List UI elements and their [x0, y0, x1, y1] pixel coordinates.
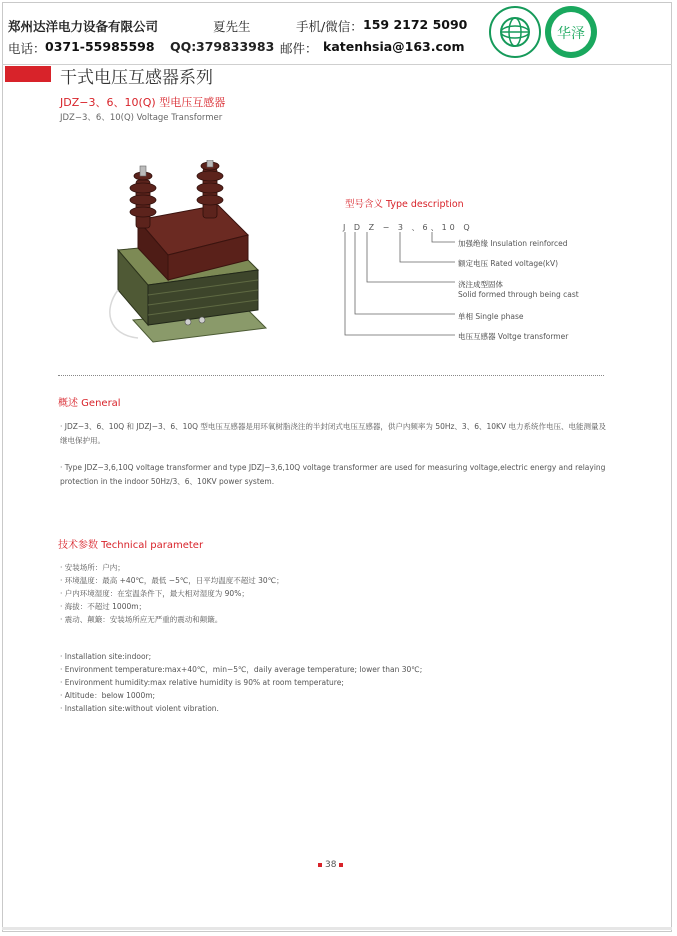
email-address: katenhsia@163.com	[323, 39, 465, 54]
td-item-4: 电压互感器 Voltge transformer	[458, 332, 569, 341]
bottom-band	[2, 927, 672, 930]
technical-list-en	[60, 650, 422, 715]
company-name: 郑州达洋电力设备有限公司	[8, 19, 159, 34]
list-item: · Installation site:without violent vibration.	[60, 704, 219, 713]
logo-b-text: 华泽	[557, 26, 585, 42]
general-heading: 概述 General	[58, 398, 121, 409]
td-item-0: 加强绝缘 Insulation reinforced	[458, 239, 568, 248]
contact-name: 夏先生	[213, 19, 251, 34]
list-item: · Installation site:indoor;	[60, 652, 152, 661]
td-item-2: 浇注成型固体 Solid formed through being cast	[458, 280, 579, 299]
qq-label: QQ:	[170, 39, 197, 54]
huaze-logo-icon	[545, 6, 597, 58]
td-item-3: 单相 Single phase	[458, 312, 524, 321]
list-item: · 环境温度：最高 +40℃，最低 −5℃，日平均温度不超过 30℃；	[60, 576, 284, 585]
list-item: · 户内环境湿度：在室温条件下，最大相对湿度为 90%；	[60, 589, 249, 598]
list-item: · Environment humidity:max relative humidity is 90% at room temperature;	[60, 678, 344, 687]
technical-list-cn	[60, 561, 284, 626]
technical-heading: 技术参数 Technical parameter	[58, 540, 204, 551]
mobile-number: 159 2172 5090	[363, 17, 468, 32]
voltage-transformer-product-image	[98, 160, 273, 355]
series-title: 干式电压互感器系列	[60, 68, 213, 88]
list-item: · 震动、颠簸：安装场所应无严重的震动和颠簸。	[60, 615, 223, 624]
state-grid-logo-icon	[489, 6, 541, 58]
type-description-title: 型号含义 Type description	[345, 199, 464, 210]
product-title-en: JDZ−3、6、10(Q) Voltage Transformer	[60, 113, 223, 123]
phone-label: 电话：	[8, 41, 46, 56]
list-item: · 海拔：不超过 1000m；	[60, 602, 147, 611]
mobile-label: 手机/微信：	[296, 19, 363, 34]
phone-number: 0371-55985598	[45, 39, 155, 54]
list-item: · 安装场所：户内；	[60, 563, 125, 572]
title-accent-bar	[5, 66, 51, 82]
general-para-en: · Type JDZ−3,6,10Q voltage transformer and type JDZJ−3,6,10Q voltage transformer are used for measuring voltage,electric energy and relaying protection in the indoor 50Hz/3、6、10KV power system.	[60, 463, 606, 486]
general-para-cn: · JDZ−3、6、10Q 和 JDZJ−3、6、10Q 型电压互感器是用环氧树脂浇注的半封闭式电压互感器，供户内频率为 50Hz、3、6、10KV 电力系统作电压、电能测量及继电保护用。	[60, 422, 606, 445]
section-divider	[58, 375, 604, 376]
type-code: J D Z − 3 、6、10 Q	[343, 223, 473, 232]
list-item: · Environment temperature:max+40℃，min−5℃，daily average temperature; lower than 30℃;	[60, 665, 423, 674]
page-number: 38	[315, 860, 346, 870]
td-item-1: 额定电压 Rated voltage(kV)	[458, 259, 559, 268]
list-item: · Altitude：below 1000m;	[60, 691, 156, 700]
email-label: 邮件：	[280, 41, 318, 56]
product-title-cn: JDZ−3、6、10(Q) 型电压互感器	[60, 96, 226, 109]
qq-number: 379833983	[196, 39, 275, 54]
